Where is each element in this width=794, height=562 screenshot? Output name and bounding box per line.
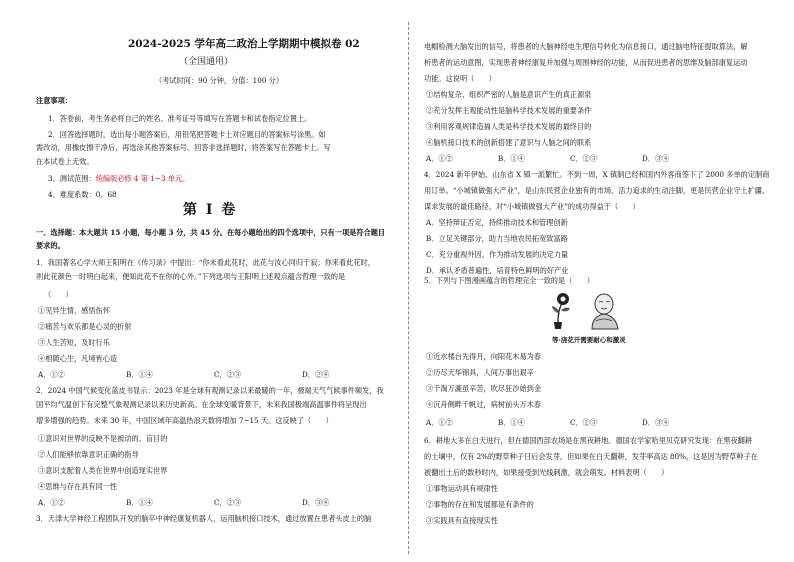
q6-line-1: 6．耕地大多在白天进行，但在德国西部农场是在黑夜耕地。德国农学家哈里贝克研究发现：在黑夜翻耕 [424, 436, 753, 445]
q4-line-3: 谋求发展的最佳路径。对“小城镇做强大产业”的成功得益于（ ） [424, 202, 640, 211]
q4-line-2: 用订单。“小城镇做强大产业”，是山东民营企业独有的市场、活力追求的生动注脚，更是民营企业守土扩疆、 [424, 186, 770, 195]
q1-option-b: B．①④ [126, 370, 153, 379]
cartoon-caption: 等·浇花开需要耐心和激灵 [552, 336, 626, 344]
q1-line-2: 则此花颜色一时明白起来，便知此花不在你的心外。”下列选项与王阳明上述观点蕴含哲理一致的是 [36, 272, 346, 281]
monk-figure-icon [592, 294, 618, 329]
q6-choice-2: ②事物的存在和发展都是有条件的 [426, 500, 534, 509]
q2-line-1: 2．2024 中国气候变化蓝皮书显示：2023 年是全球有观测记录以来最暖的一年，极端天气气候事件频发，我 [36, 386, 384, 395]
q6-line-2: 的土壤中，仅有 2%的野草种子日后会发芽，但如果在白天翻耕，发芽率高达 80%，这是因为野草种子在 [424, 452, 758, 461]
q6-choice-3: ③实践具有直接现实性 [426, 516, 498, 525]
q3-choice-3: ③利用客观规律造福人类是科学技术发展的最终目的 [426, 122, 592, 131]
note-1: 1．答卷前，考生务必将自己的姓名、准考证号等填写在答题卡和试卷指定位置上。 [48, 114, 312, 123]
note-3 [48, 174, 189, 183]
q3-choice-1: ①结构复杂、组织严密的人脑是意识产生的真正源泉 [426, 90, 592, 99]
q1-choice-3: ③人生苦短，及时行乐 [38, 338, 110, 347]
q1-option-a: A．①② [38, 370, 65, 379]
flower-pot-icon [552, 293, 570, 329]
note-4: 4．难度系数：0．68 [48, 190, 117, 199]
q1-choice-4: ④相随心生，凡境皆心造 [38, 354, 118, 363]
cartoon-illustration [540, 288, 640, 332]
q5-choice-4: ④沉舟侧畔千帆过，病树前头万木春 [426, 400, 542, 409]
q2-option-c: C．②③ [214, 498, 242, 507]
q5-option-d: D．③④ [642, 418, 670, 427]
section-instructions-1: 一、选择题：本大题共 15 小题，每小题 3 分，共 45 分。在每小题给出的四个选项中，只有一项是符合题目 [36, 228, 386, 237]
q1-option-c: C．②③ [214, 370, 242, 379]
note-2-cont: 需改动，用橡皮擦干净后，再选涂其他答案标号。回答非选择题时，将答案写在答题卡上。写 [36, 143, 331, 152]
column-divider [408, 22, 409, 554]
q4-option-a: A．坚持辩证否定，持续推动技术和管理创新 [426, 218, 568, 227]
q4-option-c: C．充分重视外因，作为推动发展的决定力量 [426, 250, 569, 259]
exam-title: 2024-2025 学年高二政治上学期期中模拟卷 02 [128, 38, 360, 50]
q3-line-2: 电帽检测大脑发出的信号，将患者的大脑神经电生理信号转化为信息接口，通过脑电特征提取算法，解 [424, 42, 748, 51]
q2-choice-1: ①意识对世界的反映不是被动的、盲目的 [38, 434, 168, 443]
section-instructions-2: 要求的。 [36, 241, 65, 250]
q5-option-c: C．②③ [570, 418, 598, 427]
exam-info: （考试时间：90 分钟，分值：100 分） [155, 76, 284, 85]
note-3-label: 3．测试范围： [48, 174, 96, 183]
q5-option-a: A．①② [426, 418, 453, 427]
q5-choice-3: ③千淘万漉虽辛苦，吹尽狂沙始到金 [426, 384, 542, 393]
q2-option-d: D．③④ [302, 498, 330, 507]
q3-line-3: 析患者的运动意图，实现患者神经康复并加强与周围神经的功能，从而促进患者的思维及脑部康复运动 [424, 58, 748, 67]
q2-choice-4: ④思维与存在具有同一性 [38, 482, 118, 491]
q2-option-a: A．①② [38, 498, 65, 507]
note-2: 2．回答选择题时，选出每小题答案后，用铅笔把答题卡上对应题目的答案标号涂黑。如 [48, 130, 326, 139]
q5-choice-1: ①近水楼台先得月，向阳花木易为春 [426, 352, 542, 361]
q1-choice-1: ①见异生情，感悟伤怀 [38, 306, 110, 315]
q6-choice-1: ①事物运动具有规律性 [426, 484, 498, 493]
right-column [410, 0, 794, 562]
q2-line-3: 增多增强的趋势。未来 30 年，中国区域年高温热浪天数将增加 7~15 天。这反映了（ ） [36, 416, 333, 425]
q4-option-d: D．承认矛盾普遍性，培育特色鲜明的好产业 [426, 266, 569, 275]
q3-option-d: D．③④ [642, 154, 670, 163]
note-2-end: 在本试卷上无效。 [36, 157, 94, 166]
juan-title: 第 I 卷 [183, 202, 238, 218]
q3-line-4: 功能。这说明（ ） [424, 74, 496, 83]
q1-choice-2: ②痛苦与欢乐都是心灵的折射 [38, 322, 132, 331]
q3-choice-2: ②充分发挥主观能动性是脑科学技术发展的重要条件 [426, 106, 592, 115]
q4-line-1: 4．2024 新年伊始，山东省 X 镇一派繁忙。不到一周，X 镇制已经和国内外客商签下了 2000 多单的定制商 [424, 170, 770, 179]
note-3-scope: 统编版必修 4 第 1~3 单元。 [95, 174, 190, 183]
q2-line-2: 国平均气温创下有完整气象观测记录以来历史新高。在全球变暖背景下，未来我国极端高温事件将呈现出 [36, 400, 367, 409]
q1-line-1: 1．我国著名心学大师王阳明在《传习录》中提出：“你未看此花时，此花与汝心同归于寂；你来看此花时， [36, 258, 375, 267]
q6-line-3: 被翻出土后的数秒时内，如果接受到光线刺激，就会萌发。材料表明（ ） [424, 468, 669, 477]
q3-choice-4: ④脑机接口技术的创新搭建了意识与人脑之间的联系 [426, 138, 592, 147]
q2-option-b: B．①④ [126, 498, 153, 507]
q3-option-a: A．①② [426, 154, 453, 163]
q1-line-3: （ ） [44, 290, 73, 299]
q5-line: 5．下列与下图漫画蕴含的哲理完全一致的是（ ） [424, 276, 594, 285]
q2-choice-3: ③意识支配着人类在世界中创造现实世界 [38, 466, 168, 475]
q4-option-b: B．立足关键部分，助力当地农民拓宽致富路 [426, 234, 568, 243]
exam-subtitle: （全国通用） [179, 57, 234, 67]
q5-option-b: B．①④ [498, 418, 525, 427]
q1-option-d: D．②④ [302, 370, 330, 379]
q3-line-1: 3．天津大学神经工程团队开发的脑卒中神经康复机器人，运用脑机接口技术，通过放置在患者头皮上的脑 [36, 514, 372, 523]
q3-option-c: C．②③ [570, 154, 598, 163]
q2-choice-2: ②人们能够依靠意识正确的指导 [38, 450, 139, 459]
q3-option-b: B．①④ [498, 154, 525, 163]
notes-heading: 注意事项： [36, 96, 72, 105]
q5-choice-2: ②历尽天华锦具，人间万事出艰辛 [426, 368, 534, 377]
